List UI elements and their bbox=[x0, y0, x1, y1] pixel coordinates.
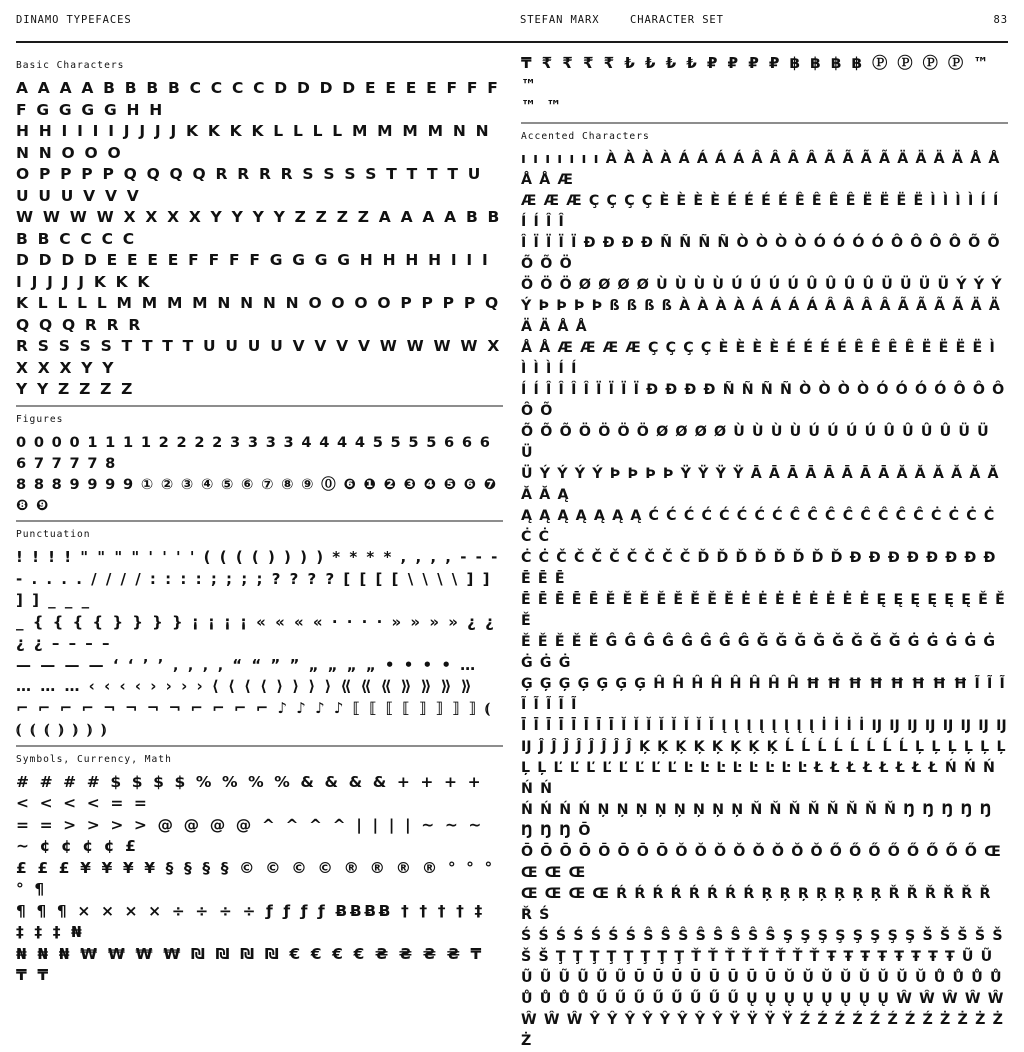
header-divider bbox=[16, 41, 1008, 43]
glyph-row: A A A A B B B B C C C C D D D D E E E E F F F F G G G G H H bbox=[16, 79, 501, 119]
glyph-row: Ů Ů Ů Ů Ű Ű Ű Ű Ű Ű Ű Ű Ų Ų Ų Ų Ų Ų Ų Ų Ŵ Ŵ Ŵ Ŵ Ŵ bbox=[521, 990, 1005, 1007]
header-document-type: CHARACTER SET bbox=[630, 14, 724, 26]
section-divider bbox=[16, 520, 503, 522]
glyph-row: Ą Ą Ą Ą Ą Ą Ą Ć Ć Ć Ć Ć Ć Ć Ć Ĉ Ĉ Ĉ Ĉ Ĉ Ĉ Ĉ Ĉ Ċ Ċ Ċ Ċ Ċ Ċ bbox=[521, 507, 996, 545]
glyph-row: Y Y Z Z Z Z bbox=[16, 380, 135, 398]
glyph-row: 8 8 8 9 9 9 9 ① ② ③ ④ ⑤ ⑥ ⑦ ⑧ ⑨ ⓪ ❻ ❶ ❷ ❸ ❹ ❺ ❻ ❼ bbox=[16, 475, 498, 493]
section-punctuation bbox=[16, 529, 503, 747]
glyph-row: Ě Ě Ě Ě Ě Ĝ Ĝ Ĝ Ĝ Ĝ Ĝ Ĝ Ĝ Ğ Ğ Ğ Ğ Ğ Ğ Ğ Ğ Ġ Ġ Ġ Ġ Ġ Ġ Ġ Ġ bbox=[521, 633, 997, 671]
glyph-row: Ń Ń Ń Ń Ņ Ņ Ņ Ņ Ņ Ņ Ņ Ņ Ň Ň Ň Ň Ň Ň Ň Ň Ŋ Ŋ Ŋ Ŋ Ŋ Ŋ Ŋ Ŋ Ō bbox=[521, 801, 993, 839]
section-title-basic-characters: Basic Characters bbox=[16, 60, 125, 71]
section-title-symbols-currency-math: Symbols, Currency, Math bbox=[16, 753, 172, 765]
glyph-row: ₦ ₦ ₦ ₩ ₩ ₩ ₩ ₪ ₪ ₪ ₪ € € € € ₴ ₴ ₴ ₴ ₸ ₸ ₸ bbox=[16, 944, 484, 985]
glyph-row: ! ! ! ! " " " " ' ' ' ' ( ( ( ( ) ) ) ) * * * * , , , , - - - bbox=[16, 548, 500, 567]
section-symbols-currency-math bbox=[16, 754, 503, 987]
glyph-row: … … … ‹ ‹ ‹ ‹ › › › › ⟨ ⟨ ⟨ ⟨ ⟩ ⟩ ⟩ ⟩ ⟪ ⟪ ⟪ ⟫ ⟫ ⟫ ⟫ bbox=[16, 677, 474, 696]
header-page-number: 83 bbox=[993, 14, 1008, 26]
section-currency-continued bbox=[521, 53, 1008, 124]
glyph-row: Ģ Ģ Ģ Ģ Ģ Ģ Ģ Ĥ Ĥ Ĥ Ĥ Ĥ Ĥ Ĥ Ĥ Ħ Ħ Ħ Ħ Ħ Ħ Ħ Ħ Ĩ Ĩ Ĩ Ĩ Ĩ Ĩ Ĩ Ĩ bbox=[521, 675, 1006, 713]
glyph-row: # # # # $ $ $ $ % % % % & & & & + + + + < < < < = = bbox=[16, 772, 484, 813]
glyph-row: Ē Ē Ē Ē Ē Ĕ Ĕ Ĕ Ĕ Ĕ Ĕ Ĕ Ĕ Ė Ė Ė Ė Ė Ė Ė Ė Ę Ę Ę Ę Ę Ę Ě Ě Ě bbox=[521, 591, 1006, 629]
section-title-punctuation: Punctuation bbox=[16, 529, 91, 541]
glyph-row: H H I I I I J J J J K K K K L L L L M M M M N N N N O O O bbox=[16, 122, 491, 162]
glyph-row: Ĳ Ĵ Ĵ Ĵ Ĵ Ĵ Ĵ Ĵ Ĵ Ķ Ķ Ķ Ķ Ķ Ķ Ķ Ķ Ĺ Ĺ Ĺ Ĺ Ĺ Ĺ Ĺ Ĺ Ļ Ļ Ļ Ļ Ļ Ļ bbox=[521, 738, 1007, 755]
glyph-row: Õ Õ Õ Ö Ö Ö Ö Ø Ø Ø Ø Ù Ù Ù Ù Ú Ú Ú Ú Û Û Û Û Ü Ü Ü bbox=[521, 423, 990, 461]
glyph-row: Ċ Ċ Č Č Č Č Č Č Č Č Ď Ď Ď Ď Ď Ď Ď Ď Đ Đ Đ Đ Đ Đ Đ Đ Ē Ē Ē bbox=[521, 549, 997, 587]
glyph-row: - . . . . / / / / : : : : ; ; ; ; ? ? ? ? [ [ [ [ \ \ \ \ ] ] ] ] _ _ _ bbox=[16, 569, 492, 610]
section-figures bbox=[16, 414, 503, 523]
glyph-row: O P P P P Q Q Q Q R R R R S S S S T T T T U U U U V V V bbox=[16, 165, 483, 205]
section-basic-characters bbox=[16, 60, 503, 407]
header-brand: DINAMO TYPEFACES bbox=[16, 14, 132, 26]
glyph-row: ¶ ¶ ¶ × × × × ÷ ÷ ÷ ÷ ƒ ƒ ƒ ƒ ɃɃɃɃ † † † † ‡ ‡ ‡ ‡ ₦ bbox=[16, 901, 485, 942]
glyph-row: Ũ Ũ Ũ Ũ Ũ Ũ Ū Ū Ū Ū Ū Ū Ū Ū Ŭ Ŭ Ŭ Ŭ Ŭ Ŭ Ŭ Ŭ Ů Ů Ů Ů bbox=[521, 969, 1003, 986]
glyph-row: Œ Œ Œ Œ Ŕ Ŕ Ŕ Ŕ Ŕ Ŕ Ŕ Ŕ Ŗ Ŗ Ŗ Ŗ Ŗ Ŗ Ŗ Ř Ř Ř Ř Ř Ř Ř Ś bbox=[521, 885, 992, 923]
glyph-row: Í Í Î Î Î Î Ï Ï Ï Ï Ð Ð Ð Ð Ñ Ñ Ñ Ñ Ò Ò Ò Ò Ó Ó Ó Ó Ô Ô Ô Ô Õ bbox=[521, 381, 1006, 419]
glyph-row: Ö Ö Ö Ø Ø Ø Ø Ù Ù Ù Ù Ú Ú Ú Ú Û Û Û Û Ü Ü Ü Ü Ý Ý Ý bbox=[521, 276, 1003, 293]
glyph-row: — — — — ‘ ‘ ’ ’ ‚ ‚ ‚ ‚ “ “ ” ” „ „ „ „ • • • • … bbox=[16, 655, 478, 674]
header-designer: STEFAN MARX bbox=[520, 14, 600, 26]
glyph-row: K L L L L M M M M N N N N O O O O P P P P Q Q Q Q R R R bbox=[16, 294, 501, 334]
glyph-row: £ £ £ ¥ ¥ ¥ ¥ § § § § © © © © ® ® ® ® ° ° ° ° ¶ bbox=[16, 858, 495, 899]
section-title-figures: Figures bbox=[16, 413, 64, 425]
glyph-row: ™ ™ bbox=[521, 97, 603, 115]
glyph-row: Æ Æ Æ Ç Ç Ç Ç È È È È É É É É Ê Ê Ê Ê Ë Ë Ë Ë Ì Ì Ì Ì Í Í Í Í Î Î bbox=[521, 192, 1000, 230]
glyph-row: 0 0 0 0 1 1 1 1 2 2 2 2 3 3 3 3 4 4 4 4 5 5 5 5 6 6 6 6 7 7 7 7 8 bbox=[16, 433, 492, 472]
page-header bbox=[16, 14, 1008, 36]
section-accented-characters bbox=[521, 131, 1008, 1052]
section-divider bbox=[16, 405, 503, 407]
section-divider bbox=[521, 122, 1008, 124]
section-title-accented-characters: Accented Characters bbox=[521, 130, 650, 142]
glyph-row: D D D D E E E E F F F F G G G G H H H H I I I I J J J J K K K bbox=[16, 251, 490, 291]
glyph-row: _ { { { { } } } } ¡ ¡ ¡ ¡ « « « « · · · · » » » » ¿ ¿ ¿ ¿ – – – – bbox=[16, 612, 496, 653]
glyph-row: Ü Ý Ý Ý Ý Þ Þ Þ Þ Ÿ Ÿ Ÿ Ÿ Ā Ā Ā Ā Ā Ā Ā Ā Ă Ă Ă Ă Ă Ă Ă Ă Ą bbox=[521, 465, 1000, 503]
glyph-row: Å Å Æ Æ Æ Æ Ç Ç Ç Ç È È È È É É É É Ê Ê Ê Ê Ë Ë Ë Ë Ì Ì Ì Ì Í Í bbox=[521, 339, 996, 377]
glyph-row: Ļ Ļ Ľ Ľ Ľ Ľ Ľ Ľ Ľ Ľ Ŀ Ŀ Ŀ Ŀ Ŀ Ŀ Ŀ Ŀ Ł Ł Ł Ł Ł Ł Ł Ł Ń Ń Ń Ń Ń bbox=[521, 759, 997, 797]
section-divider bbox=[16, 745, 503, 747]
glyph-row: ı ı ı ı ı ı ı À À À À Á Á Á Á Â Â Â Â Ã Ã Ã Ã Ä Ä Ä Ä Å Å Å Å Æ bbox=[521, 150, 1001, 188]
glyph-row: ❽ ❾ bbox=[16, 497, 50, 515]
glyph-row: Î Ï Ï Ï Ï Ð Ð Ð Ð Ñ Ñ Ñ Ñ Ò Ò Ò Ò Ó Ó Ó Ó Ô Ô Ô Ô Õ Õ Õ Õ Ö bbox=[521, 234, 1001, 272]
glyph-row: ₸ ₹ ₹ ₹ ₹ ₺ ₺ ₺ ₺ ₽ ₽ ₽ ₽ ฿ ฿ ฿ ฿ Ⓟ Ⓟ Ⓟ Ⓟ ™ ™ bbox=[521, 54, 991, 94]
glyph-row: Š Š Ţ Ţ Ţ Ţ Ţ Ţ Ţ Ţ Ť Ť Ť Ť Ť Ť Ť Ť Ŧ Ŧ Ŧ Ŧ Ŧ Ŧ Ŧ Ŧ Ũ Ũ bbox=[521, 948, 994, 965]
glyph-row: Ī Ī Ī Ī Ī Ī Ī Ī Ĭ Ĭ Ĭ Ĭ Ĭ Ĭ Ĭ Ĭ Į Į Į Į Į Į Į Į İ İ İ İ Ĳ Ĳ Ĳ Ĳ Ĳ Ĳ Ĳ Ĳ bbox=[521, 717, 1008, 734]
glyph-row: R S S S S T T T T U U U U V V V V W W W W X X X X Y Y bbox=[16, 337, 502, 377]
glyph-row: Ŵ Ŵ Ŵ Ŷ Ŷ Ŷ Ŷ Ŷ Ŷ Ŷ Ŷ Ÿ Ÿ Ÿ Ÿ Ź Ź Ź Ź Ź Ź Ź Ź Ż Ż Ż Ż Ż bbox=[521, 1011, 1005, 1049]
glyph-row: Ō Ō Ō Ō Ō Ō Ō Ō Ŏ Ŏ Ŏ Ŏ Ŏ Ŏ Ŏ Ŏ Ő Ő Ő Ő Ő Ő Ő Ő Œ Œ Œ Œ bbox=[521, 843, 1002, 881]
left-column bbox=[16, 53, 503, 987]
glyph-row: = = > > > > @ @ @ @ ^ ^ ^ ^ | | | | ~ ~ ~ ~ ¢ ¢ ¢ ¢ £ bbox=[16, 815, 485, 856]
right-column bbox=[521, 53, 1008, 1052]
glyph-row: W W W W X X X X Y Y Y Y Z Z Z Z A A A A B B B B C C C C bbox=[16, 208, 502, 248]
glyph-row: Ś Ś Ś Ś Ś Ś Ś Ŝ Ŝ Ŝ Ŝ Ŝ Ŝ Ŝ Ŝ Ş Ş Ş Ş Ş Ş Ş Ş Š Š Š Š Š bbox=[521, 927, 1004, 944]
glyph-row: ⌐ ⌐ ⌐ ⌐ ¬ ¬ ¬ ¬ ⌐ ⌐ ⌐ ⌐ ♪ ♪ ♪ ♪ ⟦ ⟦ ⟦ ⟦ ⟧ ⟧ ⟧ ⟧ ⦅ ⦅ ⦅ ⦅ ⦆ ⦆ ⦆ ⦆ bbox=[16, 698, 492, 739]
glyph-row: Ý Þ Þ Þ Þ ß ß ß ß À À À À Á Á Á Á Â Â Â Â Ã Ã Ã Ã Ä Ä Ä Ä Å Å bbox=[521, 297, 1001, 335]
